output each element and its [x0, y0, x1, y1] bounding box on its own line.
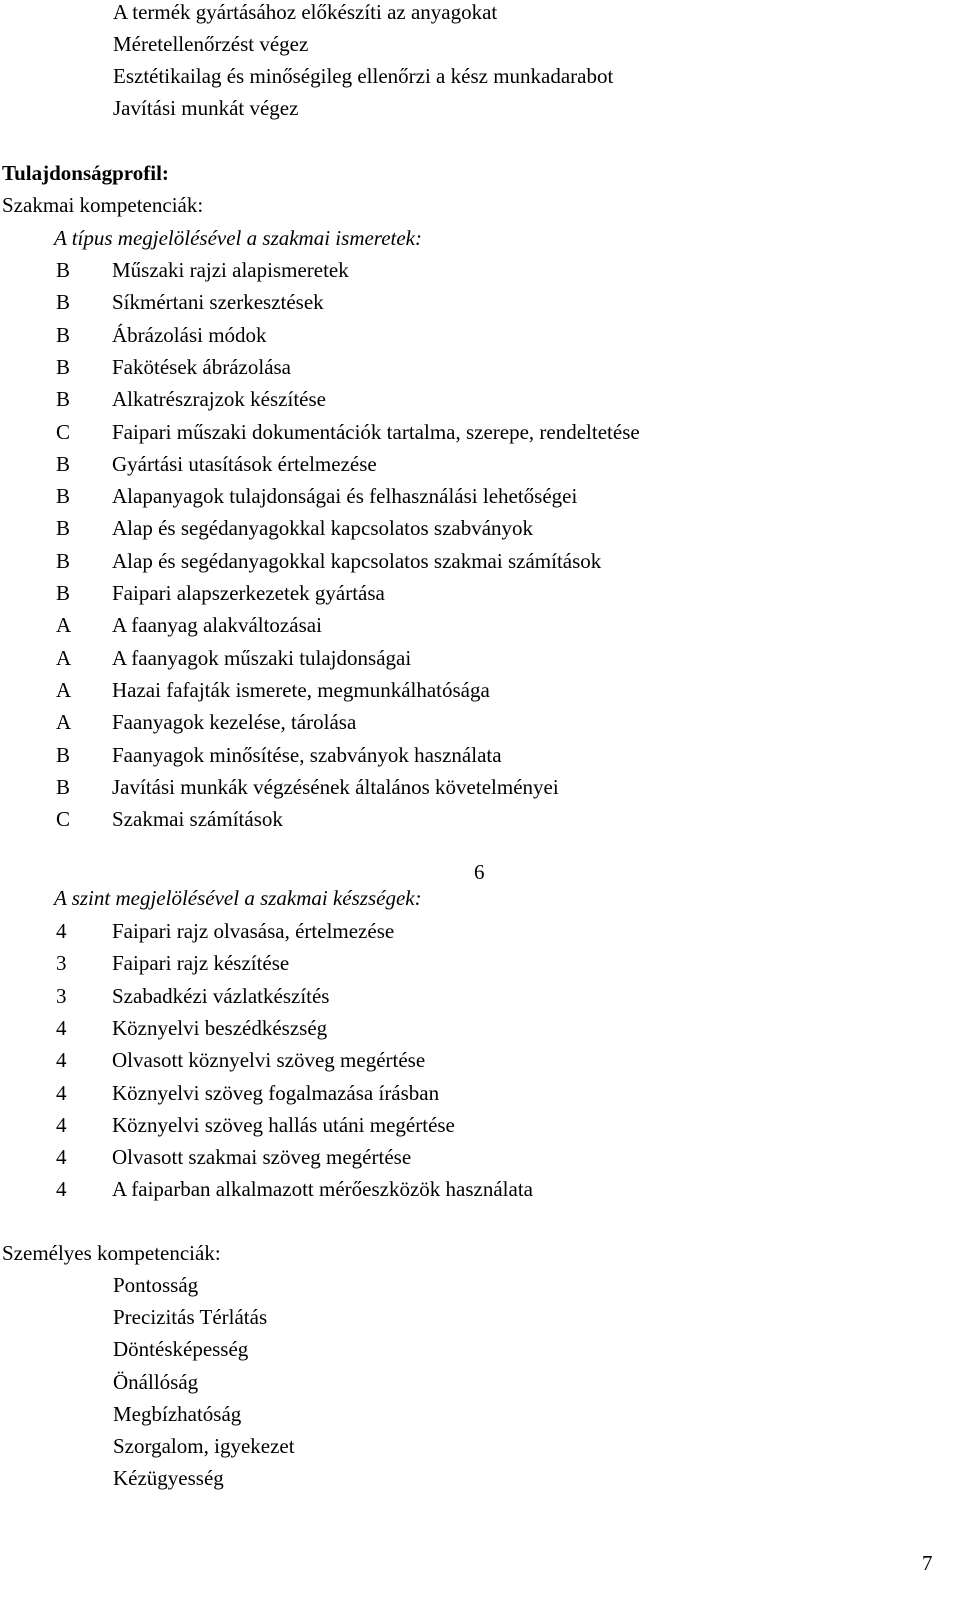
- knowledge-item-text: A faanyagok műszaki tulajdonságai: [112, 645, 412, 670]
- skill-level: 4: [56, 1015, 67, 1040]
- skill-level: 4: [56, 1080, 67, 1105]
- skill-item-text: Köznyelvi szöveg hallás utáni megértése: [112, 1112, 455, 1137]
- knowledge-item-text: Műszaki rajzi alapismeretek: [112, 258, 349, 282]
- knowledge-item-text: Faanyagok kezelése, tárolása: [112, 710, 357, 735]
- knowledge-type-code: C: [56, 419, 71, 444]
- knowledge-item-text: Faanyagok minősítése, szabványok használata: [112, 742, 502, 767]
- professional-competencies-heading: Szakmai kompetenciák:: [2, 193, 204, 217]
- knowledge-item-text: Faipari alapszerkezetek gyártása: [112, 581, 385, 605]
- skill-item-text: A faiparban alkalmazott mérőeszközök használata: [112, 1177, 533, 1202]
- knowledge-item-text: Fakötések ábrázolása: [112, 354, 292, 379]
- skill-item-text: Köznyelvi beszédkészség: [112, 1015, 328, 1040]
- personal-competency: Döntésképesség: [113, 1337, 249, 1362]
- knowledge-type-code: A: [56, 645, 72, 670]
- skills-heading: A szint megjelölésével a szakmai készségek:: [54, 886, 422, 910]
- knowledge-item-text: Síkmértani szerkesztések: [112, 290, 324, 315]
- skill-level: 4: [56, 1112, 67, 1137]
- personal-competency: Kézügyesség: [113, 1466, 224, 1491]
- page-number: 7: [922, 1551, 933, 1575]
- skill-item-text: Olvasott szakmai szöveg megértése: [112, 1145, 412, 1170]
- knowledge-heading: A típus megjelölésével a szakmai ismeretek:: [54, 226, 422, 250]
- skill-item-text: Faipari rajz olvasása, értelmezése: [112, 919, 395, 943]
- knowledge-item-text: Ábrázolási módok: [112, 322, 267, 347]
- intro-task: Méretellenőrzést végez: [113, 32, 309, 56]
- personal-competencies-heading: Személyes kompetenciák:: [2, 1241, 221, 1265]
- knowledge-type-code: B: [56, 290, 71, 315]
- personal-competency: Szorgalom, igyekezet: [113, 1434, 295, 1458]
- intro-task: A termék gyártásához előkészíti az anyagokat: [113, 0, 498, 24]
- knowledge-item-text: Hazai fafajták ismerete, megmunkálhatósága: [112, 677, 490, 702]
- skill-item-text: Faipari rajz készítése: [112, 951, 290, 976]
- knowledge-item-text: Alap és segédanyagokkal kapcsolatos szabványok: [112, 516, 534, 541]
- knowledge-item-text: Javítási munkák végzésének általános követelményei: [112, 774, 559, 799]
- knowledge-item-text: Faipari műszaki dokumentációk tartalma, szerepe, rendeltetése: [112, 419, 640, 444]
- knowledge-type-code: B: [56, 484, 71, 509]
- personal-competency: Pontosság: [113, 1273, 199, 1297]
- personal-competency: Önállóság: [113, 1369, 199, 1394]
- skill-level: 4: [56, 1145, 67, 1170]
- knowledge-type-code: B: [56, 516, 71, 541]
- skill-level: 4: [56, 919, 67, 943]
- personal-competency: Precizitás Térlátás: [113, 1305, 268, 1330]
- knowledge-type-code: B: [56, 354, 71, 379]
- knowledge-type-code: B: [56, 258, 71, 282]
- knowledge-type-code: C: [56, 807, 71, 832]
- knowledge-type-code: B: [56, 548, 71, 573]
- skill-level: 3: [56, 951, 67, 976]
- personal-competency: Megbízhatóság: [113, 1401, 242, 1426]
- knowledge-type-code: B: [56, 774, 71, 799]
- profile-heading: Tulajdonságprofil:: [2, 161, 169, 185]
- skill-item-text: Olvasott köznyelvi szöveg megértése: [112, 1048, 426, 1073]
- knowledge-item-text: Alkatrészrajzok készítése: [112, 387, 326, 412]
- knowledge-type-code: B: [56, 322, 71, 347]
- skill-item-text: Szabadkézi vázlatkészítés: [112, 983, 330, 1008]
- knowledge-type-code: A: [56, 677, 72, 702]
- skill-level: 4: [56, 1177, 67, 1202]
- intro-task: Javítási munkát végez: [113, 96, 299, 120]
- knowledge-type-code: B: [56, 742, 71, 767]
- knowledge-item-text: Alapanyagok tulajdonságai és felhasználási lehetőségei: [112, 484, 578, 509]
- knowledge-item-text: Szakmai számítások: [112, 807, 283, 832]
- knowledge-type-code: A: [56, 613, 72, 638]
- knowledge-item-text: Gyártási utasítások értelmezése: [112, 451, 377, 476]
- inline-page-number: 6: [474, 860, 485, 884]
- knowledge-item-text: Alap és segédanyagokkal kapcsolatos szakmai számítások: [112, 548, 602, 573]
- skill-item-text: Köznyelvi szöveg fogalmazása írásban: [112, 1080, 440, 1105]
- skill-level: 4: [56, 1048, 67, 1073]
- knowledge-type-code: B: [56, 451, 71, 476]
- knowledge-type-code: B: [56, 581, 71, 605]
- knowledge-type-code: A: [56, 710, 72, 735]
- intro-task: Esztétikailag és minőségileg ellenőrzi a kész munkadarabot: [113, 64, 614, 88]
- skill-level: 3: [56, 983, 67, 1008]
- knowledge-item-text: A faanyag alakváltozásai: [112, 613, 322, 638]
- knowledge-type-code: B: [56, 387, 71, 412]
